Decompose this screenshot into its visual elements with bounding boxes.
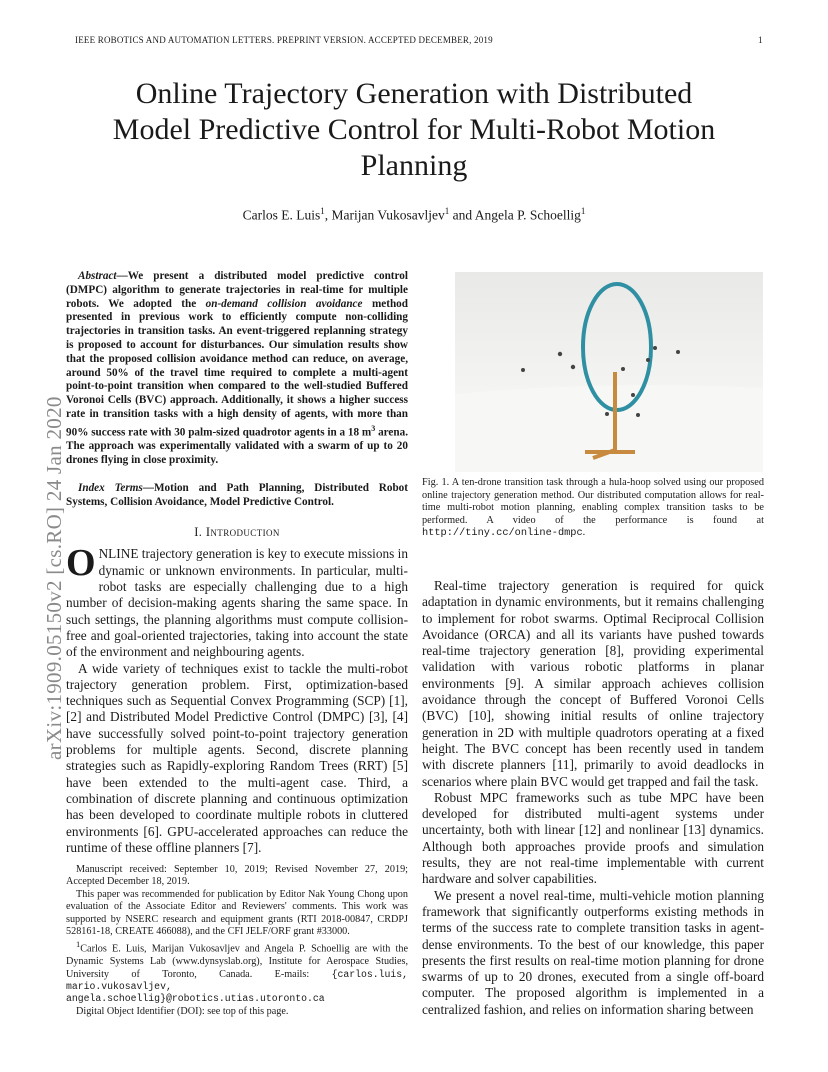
abstract-text: arena. The approach was experimentally validated with a swarm of up to 20 drones flying in close proximity. [66,426,408,467]
footnote: Digital Object Identifier (DOI): see top of this page. [76,1005,289,1017]
abstract-dash: — [116,270,128,282]
title-line: Model Predictive Control for Multi-Robot Motion [112,113,716,146]
section-heading [66,525,408,540]
index-terms-heading: Index Terms [78,481,143,494]
figure-photo [455,272,763,472]
drone-icon [676,350,680,354]
arxiv-identifier: arXiv:1909.05150v2 [cs.RO] 24 Jan 2020 [42,396,66,760]
drone-icon [605,412,609,416]
running-header: IEEE ROBOTICS AND AUTOMATION LETTERS. PREPRINT VERSION. ACCEPTED DECEMBER, 2019 [75,35,493,45]
footnote-mark: 1 [76,939,81,950]
drone-icon [646,358,650,362]
author-list [40,206,788,224]
caption-label: Fig. 1. [422,477,450,488]
drone-icon [621,367,625,371]
arxiv-stamp [6,290,66,770]
title-line: Planning [360,149,468,182]
intro-paragraph [66,542,408,660]
body-paragraph: Real-time trajectory generation is required for quick adaptation in dynamic environments, but it remains challenging to implement for robot swarms. Optimal Reciprocal Collision Avoidance (ORCA) and all its variants have pushed towards real-time trajectory generation [8], providing experimental validation with various robotic platforms in planar environments [9]. A similar approach achieves collision avoidance through the concept of Buffered Voronoi Cells (BVC) [10], showing initial results of online trajectory generation in 2D with multiple quadrotors operating at a fixed height. The BVC concept has been recently used in tandem with discrete planners [11], primarily to avoid deadlocks in scenarios where plain BVC would get trapped and fail the task. [422,578,764,789]
left-column [66,270,408,856]
paper-title [40,76,788,184]
drone-icon [521,368,525,372]
drone-icon [636,413,640,417]
section-number: I. [194,525,206,540]
hula-hoop-photo [455,272,763,472]
index-terms-text: —Motion and Path Planning, Distributed Robot Systems, Collision Avoidance, Model Predictive Control. [66,481,408,508]
drone-icon [653,346,657,350]
figure-caption [422,477,764,540]
index-terms [66,482,408,510]
author-name: Angela P. Schoellig [474,207,581,223]
drone-icon [631,393,635,397]
abstract-text: We present a distributed model predictive control (DMPC) algorithm to generate trajectories in real-time for multiple robots. We adopted the [66,270,408,310]
author-name: Marijan Vukosavljev [331,207,445,223]
affiliation-mark: 1 [320,206,325,216]
wooden-stand-post [613,372,617,452]
affiliation-mark: 1 [580,206,586,216]
footnote [66,938,408,1005]
author-separator: and [449,207,475,223]
footnote: Manuscript received: September 10, 2019; Revised November 27, 2019; Accepted December 18, 2019. [66,864,408,888]
paragraph-text: NLINE trajectory generation is key to execute missions in dynamic or unknown environments. In particular, multi-robot tasks are especially challenging due to a high number of decision-making agents sharing the same space. In such settings, the planning algorithms must compute collision-free and goal-oriented trajectories, taking into account the state of the environment and neighbouring agents. [66,546,408,660]
author-name: Carlos E. Luis [242,207,321,223]
abstract-superscript: 3 [371,423,376,433]
drop-cap: O [66,542,96,585]
page-number: 1 [758,35,763,45]
footnote: This paper was recommended for publication by Editor Nak Young Chong upon evaluation of the Associate Editor and Reviewers' comments. This work was supported by NSERC research and equipment grants (RTI 2018-00847, CRDPJ 528161-18, CREATE 466088), and the CFI JELF/ORF grant #33000. [66,888,408,938]
author-separator: , [324,207,332,223]
affiliation-mark: 1 [444,206,450,216]
abstract-emphasis: on-demand collision avoidance [205,297,363,310]
intro-paragraph: A wide variety of techniques exist to tackle the multi-robot trajectory generation problem. First, optimization-based techniques such as Sequential Convex Programming (SCP) [1], [2] and Distributed Model Predictive Control (DMPC) [3], [4] have successfully solved point-to-point trajectory generation problems for multiple agents. Second, discrete planning strategies such as Rapidly-exploring Random Trees (RRT) [5] have been extended to the multi-agent case. Third, a combination of discrete planning and continuous optimization has been developed to coordinate multiple robots in cluttered environments [6]. GPU-accelerated approaches can reduce the runtime of these offline planners [7]. [66,660,408,855]
caption-end: . [582,527,586,539]
footnote-emails: {carlos.luis, mario.vukosavljev, angela.schoellig}@robotics.utias.utoronto.ca [66,968,408,1005]
section-title: Introduction [205,525,280,540]
drone-icon [558,352,562,356]
right-column-text [422,578,764,1018]
abstract-heading: Abstract [78,270,117,282]
drone-icon [571,365,575,369]
floor [455,385,763,472]
caption-text: A ten-drone transition task through a hula-hoop solved using our proposed online trajectory generation method. Our distributed computation allows for real-time multi-robot motion planning, enabling complex transition tasks to be performed. A video of the performance is found at [422,477,764,526]
body-paragraph: We present a novel real-time, multi-vehicle motion planning framework that significantly outperforms existing methods in terms of the success rate to complete transition tasks in agent-dense environments. To the best of our knowledge, this paper presents the first results on real-time motion planning for drone swarms of up to 20 drones, executed from a single off-board computer. The proposed algorithm is implemented in a centralized fashion, and relies on information sharing between [422,887,764,1017]
abstract-text: method presented in previous work to efficiently compute non-colliding trajectories in transition tasks. An event-triggered replanning strategy is proposed to account for disturbances. Our simulation results show that the proposed collision avoidance method can reduce, on average, around 50% of the travel time required to complete a multi-agent point-to-point transition when compared to the well-studied Buffered Voronoi Cells (BVC) approach. Additionally, it shows a higher success rate in transition tasks with a high density of agents, with more than 90% success rate with 30 palm-sized quadrotor agents in a 18 m [66,297,408,439]
footnote-text: Carlos E. Luis, Marijan Vukosavljev and Angela P. Schoellig are with the Dynamic Systems Lab (www.dynsyslab.org), Institute for Aerospace Studies, University of Toronto, Canada. E-mails: [66,943,408,980]
body-paragraph: Robust MPC frameworks such as tube MPC have been developed for distributed multi-agent systems under uncertainty, both with linear [12] and nonlinear [13] dynamics. Although both approaches provide proofs and simulation results, they are not real-time implementable with current hardware and solver capabilities. [422,789,764,887]
title-line: Online Trajectory Generation with Distributed [135,77,693,110]
footnotes [66,864,408,1018]
abstract [66,270,408,468]
video-link[interactable]: http://tiny.cc/online-dmpc [422,527,583,540]
